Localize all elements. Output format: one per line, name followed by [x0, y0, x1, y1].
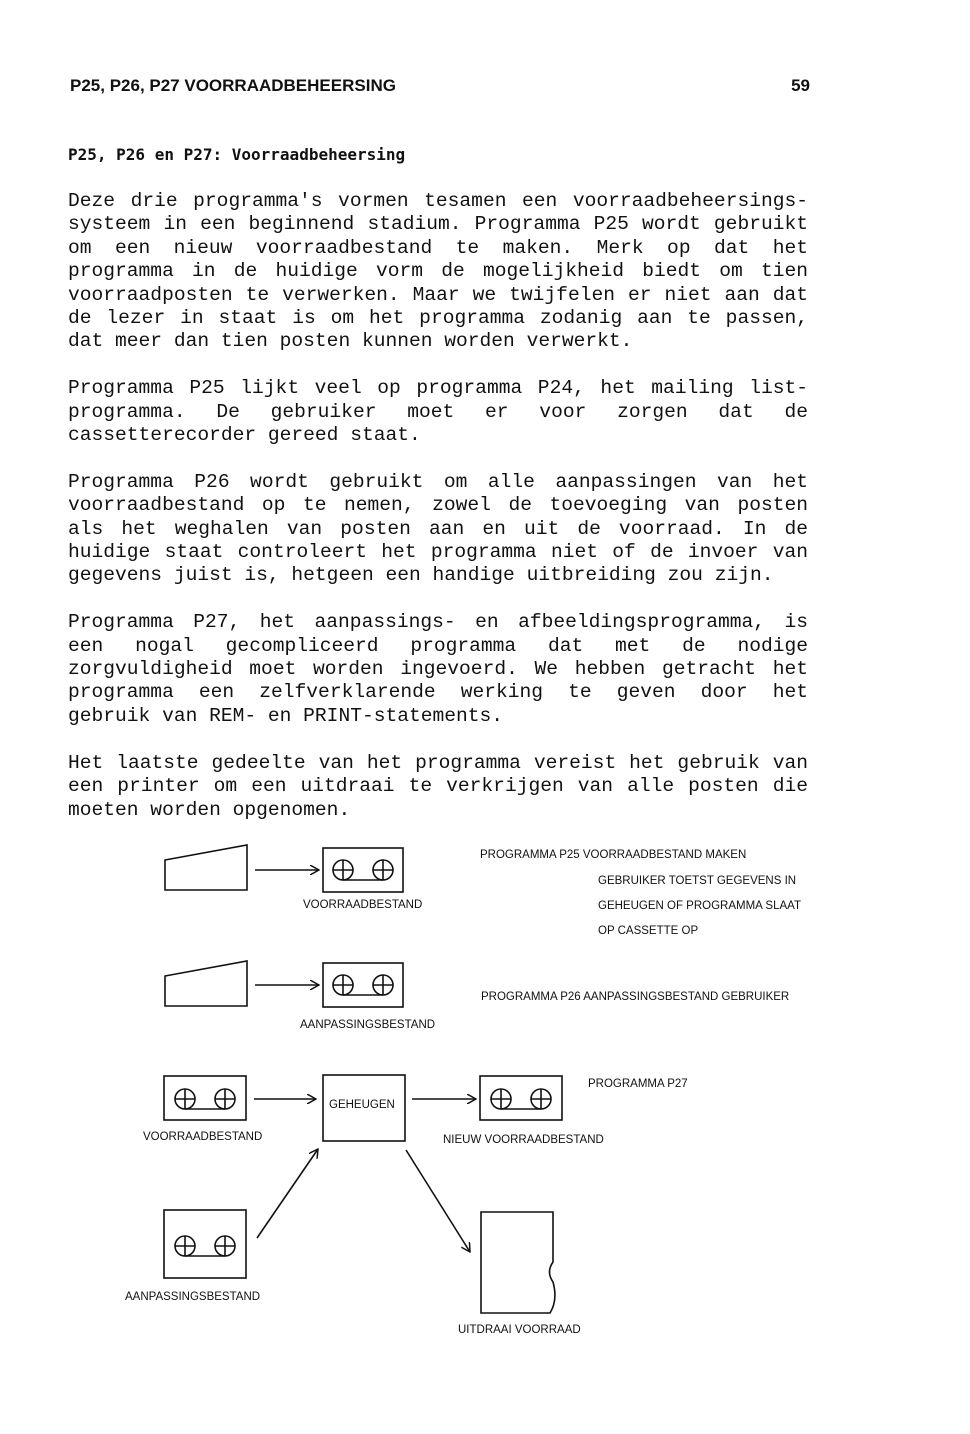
paragraph: Programma P27, het aanpassings- en afbeeldingsprogramma, is een nogal gecompliceerd programma dat met de nodige zorgvuldigheid moet worden ingevoerd. We hebben getracht het programma een zelfverklarende werking te geven door het gebruik van REM- en PRINT-statements.	[68, 611, 808, 727]
caption-p25: PROGRAMMA P25 VOORRAADBESTAND MAKEN	[480, 849, 747, 861]
flow-diagram	[0, 830, 970, 1370]
caption-p25-line2: GEBRUIKER TOETST GEGEVENS IN	[598, 875, 797, 887]
tape-label: VOORRAADBESTAND	[303, 899, 423, 911]
caption-p25-line3: GEHEUGEN OF PROGRAMMA SLAAT	[598, 900, 801, 912]
keyboard-terminal-icon	[165, 961, 247, 1006]
keyboard-terminal-icon	[165, 845, 247, 890]
cassette-icon	[323, 848, 403, 892]
paragraph: Programma P25 lijkt veel op programma P24, het mailing list-programma. De gebruiker moet er voor zorgen dat de cassetterecorder gereed staat.	[68, 377, 808, 447]
caption-p25-line4: OP CASSETTE OP	[598, 925, 699, 937]
tape-label: AANPASSINGSBESTAND	[125, 1291, 261, 1303]
cassette-icon	[164, 1210, 246, 1278]
cassette-icon	[480, 1076, 562, 1120]
cassette-icon	[323, 963, 403, 1007]
printout-label: UITDRAAI VOORRAAD	[458, 1324, 581, 1336]
running-header	[70, 76, 810, 100]
tape-label: AANPASSINGSBESTAND	[300, 1019, 436, 1031]
printout-icon	[481, 1212, 555, 1313]
arrow	[257, 1149, 318, 1238]
section-title: P25, P26 en P27: Voorraadbeheersing	[68, 145, 406, 164]
paragraph: Het laatste gedeelte van het programma vereist het gebruik van een printer om een uitdraai te verkrijgen van alle posten die moeten worden opgenomen.	[68, 751, 808, 821]
cassette-icon	[164, 1076, 246, 1120]
paragraph: Programma P26 wordt gebruikt om alle aanpassingen van het voorraadbestand op te nemen, zowel de toevoeging van posten als het weghalen van posten aan en uit de voorraad. In de huidige staat controleert het programma niet of de invoer van gegevens juist is, hetgeen een handige uitbreiding zou zijn.	[68, 470, 808, 587]
arrow	[406, 1150, 470, 1252]
memory-label: GEHEUGEN	[329, 1099, 395, 1111]
caption-p27: PROGRAMMA P27	[588, 1078, 688, 1090]
header-title: P25, P26, P27 VOORRAADBEHEERSING	[70, 76, 396, 95]
paragraph: Deze drie programma's vormen tesamen een voorraadbeheersings-systeem in een beginnend stadium. Programma P25 wordt gebruikt om een nieuw voorraadbestand te maken. Merk op dat het programma in de huidige vorm de mogelijkheid biedt om tien voorraadposten te verwerken. Maar we twijfelen er niet aan dat de lezer in staat is om het programma zodanig aan te passen, dat meer dan tien posten kunnen worden verwerkt.	[68, 190, 808, 353]
page-number: 59	[791, 76, 810, 95]
caption-p26: PROGRAMMA P26 AANPASSINGSBESTAND GEBRUIKER	[481, 991, 790, 1003]
tape-label: NIEUW VOORRAADBESTAND	[443, 1134, 604, 1146]
tape-label: VOORRAADBESTAND	[143, 1131, 263, 1143]
body-text	[68, 190, 808, 822]
